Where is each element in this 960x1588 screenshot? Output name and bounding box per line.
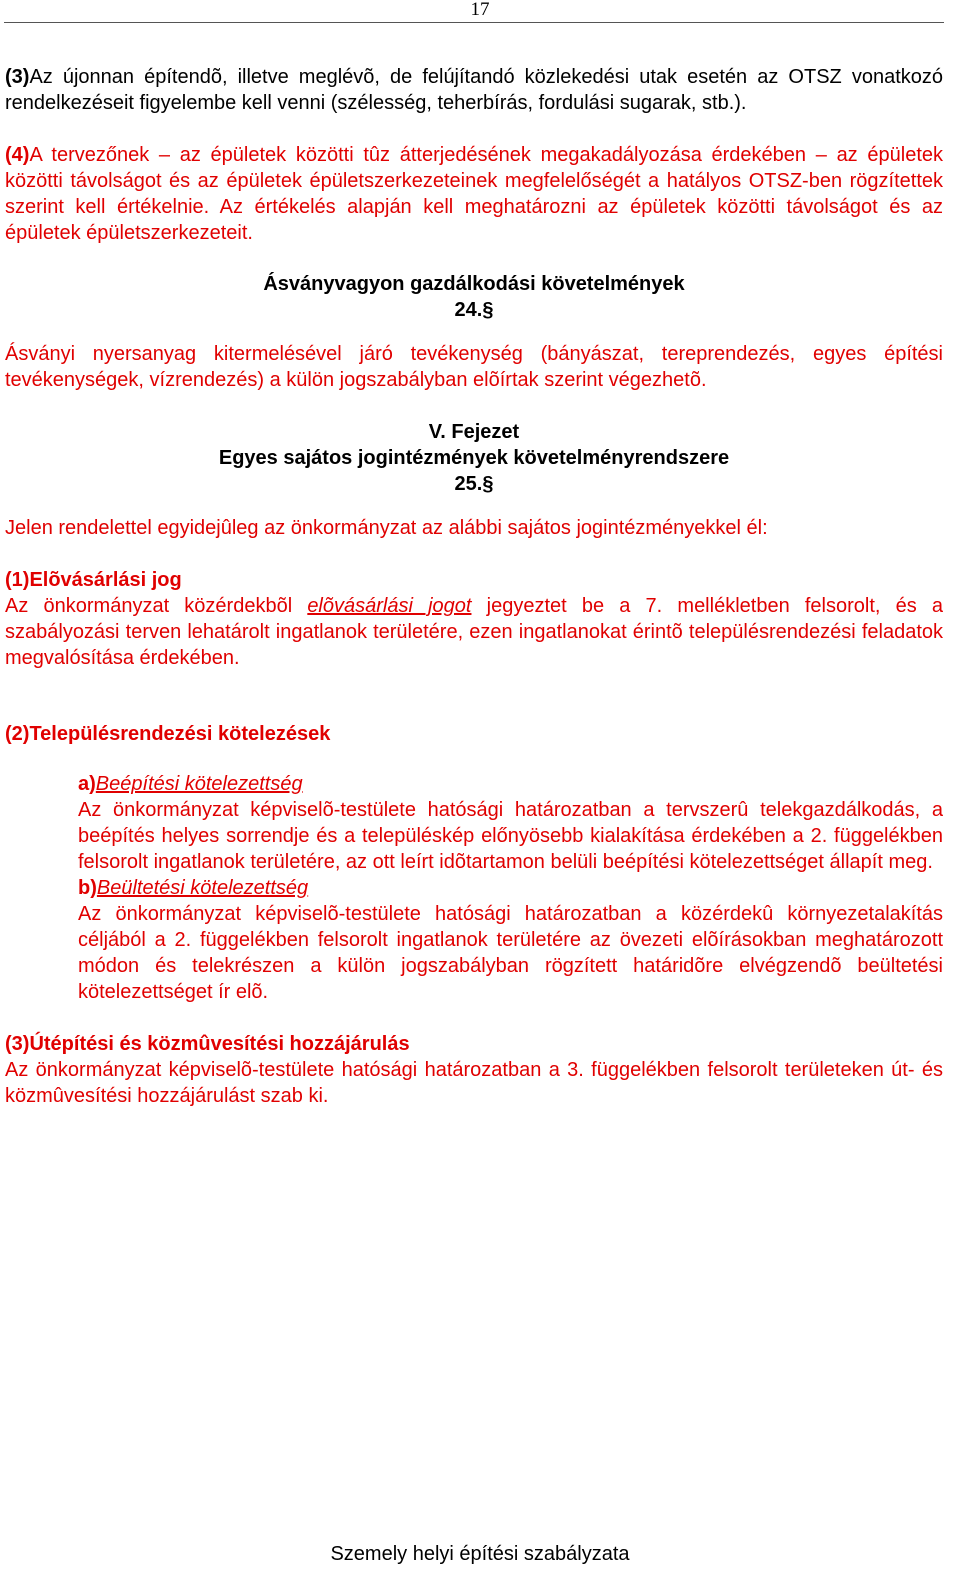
preemption-text (5, 593, 943, 671)
chapter-label: V. Fejezet (428, 421, 520, 443)
paragraph-3-text: Az újonnan építendõ, illetve meglévõ, de felújítandó közlekedési utak esetén az OTSZ vonatkozó rendelkezéseit figyelembe kell venni (szélesség, teherbírás, fordulási sugarak, stb.). (5, 66, 943, 114)
page-number: 17 (470, 0, 490, 20)
planting-obligation-title: Beültetési kötelezettség (96, 877, 309, 899)
paragraph-4-number: (4) (5, 144, 30, 166)
building-obligation-heading (78, 771, 943, 797)
document-body (5, 64, 943, 1109)
section-25-number: 25.§ (454, 473, 494, 495)
preemption-right-term: elõvásárlási jogot (307, 595, 472, 617)
chapter-heading: Egyes sajátos jogintézmények követelményrendszere (218, 447, 730, 469)
road-utility-contribution-text: Az önkormányzat képviselõ-testülete hatósági határozatban a 3. függelékben felsorolt területeken út- és közmûvesítési hozzájárulást szab ki. (5, 1059, 943, 1107)
item-b-label: b) (78, 877, 97, 899)
section-24-text: Ásványi nyersanyag kitermelésével járó tevékenység (bányászat, tereprendezés, egyes építési tevékenységek, vízrendezés) a külön jogszabályban elõírtak szerint végezhetõ. (5, 343, 943, 391)
item-a-label: a) (78, 773, 96, 795)
road-utility-contribution-title: (3)Útépítési és közmûvesítési hozzájárulás (5, 1033, 410, 1055)
building-obligation-block (5, 771, 943, 875)
paragraph-4 (5, 142, 943, 246)
preemption-text-start: Az önkormányzat közérdekbõl (5, 595, 308, 617)
building-obligation-title: Beépítési kötelezettség (95, 773, 303, 795)
header-rule (4, 22, 944, 23)
page-footer: Szemely helyi építési szabályzata (330, 1543, 630, 1565)
section-24-heading: Ásványvagyon gazdálkodási követelmények (263, 273, 685, 295)
preemption-title: (1)Elõvásárlási jog (5, 569, 182, 591)
paragraph-3 (5, 64, 943, 116)
planting-obligation-block (5, 875, 943, 1005)
planting-obligation-text: Az önkormányzat képviselõ-testülete hatósági határozatban a közérdekû környezetalakítás céljából a 2. függelékben felsorolt ingatlanok területére az övezeti elõírásokban meghatározott módon és telekrészen a külön jogszabályban rögzített határidõre elvégzendõ beültetési kötelezettséget ír elõ. (78, 903, 943, 1003)
paragraph-3-number: (3) (5, 66, 30, 88)
section-25-intro: Jelen rendelettel egyidejûleg az önkormányzat az alábbi sajátos jogintézményekkel él: (5, 517, 768, 539)
preemption-text-end: jegyeztet be a 7. mellékletben felsorolt, és a szabályozási terven lehatárolt ingatlanok területére, ezen ingatlanokat érintõ településrendezési feladatok megvalósítása érdekében. (5, 595, 944, 669)
paragraph-4-text: A tervezőnek – az épületek közötti tûz átterjedésének megakadályozása érdekében – az épületek közötti távolságot és az épületek épületszerkezeteinek megfelelőségét a hatályos OTSZ-ben rögzítettek szerint kell értékelnie. Az értékelés alapján kell meghatározni az épületek közötti távolságot és az épületek épületszerkezeteit. (5, 144, 943, 244)
section-24-number: 24.§ (454, 299, 494, 321)
obligations-title: (2)Településrendezési kötelezések (5, 723, 331, 745)
building-obligation-text: Az önkormányzat képviselõ-testülete hatósági határozatban a tervszerû telekgazdálkodás, a beépítés helyes sorrendje és a településkép előnyösebb kialakítása érdekében a 2. függelékben felsorolt ingatlanok területére, az ott leírt idõtartamon belüli beépítési kötelezettséget állapít meg. (78, 799, 943, 873)
planting-obligation-heading (78, 875, 943, 901)
